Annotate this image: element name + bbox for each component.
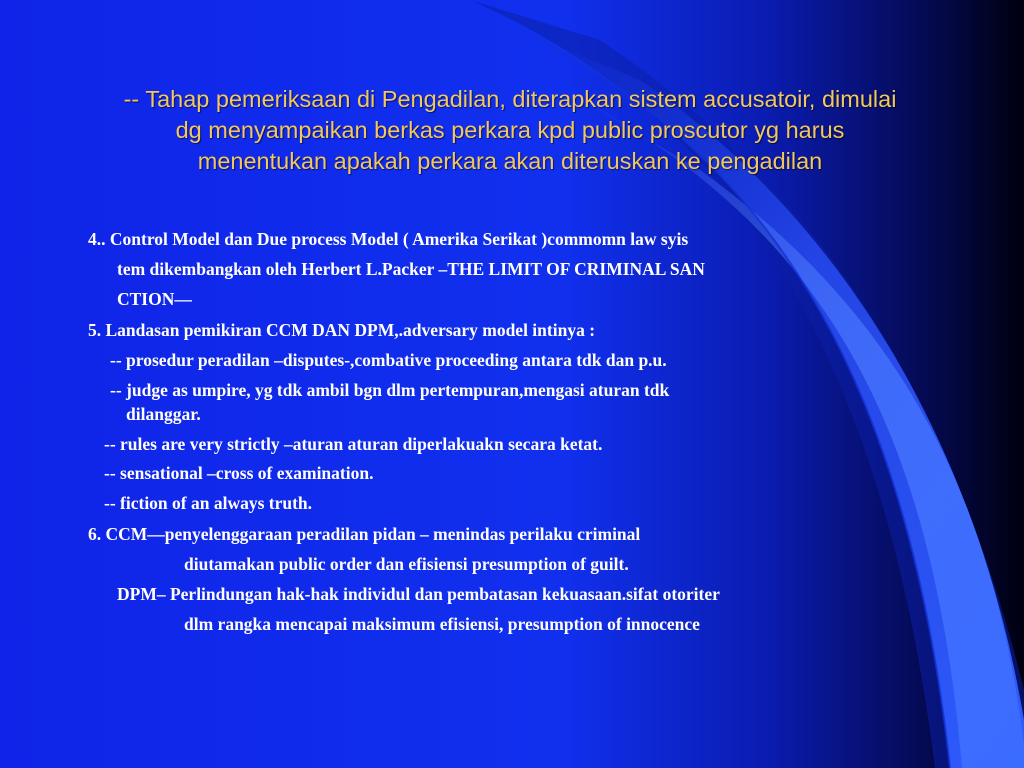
body-line: CTION— bbox=[117, 289, 192, 309]
body-line: -- prosedur peradilan –disputes-,combative proceeding antara tdk dan p.u. bbox=[110, 350, 667, 370]
body-line: tem dikembangkan oleh Herbert L.Packer –THE LIMIT OF CRIMINAL SAN bbox=[117, 259, 705, 279]
body-line: -- fiction of an always truth. bbox=[104, 493, 313, 513]
title-line: menentukan apakah perkara akan diteruskan ke pengadilan bbox=[197, 148, 823, 174]
body-line: dlm rangka mencapai maksimum efisiensi, presumption of innocence bbox=[184, 614, 700, 634]
body-line: dilanggar. bbox=[126, 404, 201, 424]
body-line: DPM– Perlindungan hak-hak individul dan pembatasan kekuasaan.sifat otoriter bbox=[117, 584, 720, 604]
body-line: -- sensational –cross of examination. bbox=[104, 463, 374, 483]
body-line: 6. CCM—penyelenggaraan peradilan pidan – menindas perilaku criminal bbox=[88, 524, 641, 544]
body-line: diutamakan public order dan efisiensi presumption of guilt. bbox=[184, 554, 629, 574]
body-line: 5. Landasan pemikiran CCM DAN DPM,.adversary model intinya : bbox=[88, 320, 596, 340]
body-line: 4.. Control Model dan Due process Model ( Amerika Serikat )commomn law syis bbox=[88, 229, 689, 249]
title-line: -- Tahap pemeriksaan di Pengadilan, diterapkan sistem accusatoir, dimulai bbox=[123, 86, 897, 112]
swoosh-light-band bbox=[565, 90, 1024, 768]
body-line: -- judge as umpire, yg tdk ambil bgn dlm pertempuran,mengasi aturan tdk bbox=[110, 380, 670, 400]
title-line: dg menyampaikan berkas perkara kpd public proscutor yg harus bbox=[175, 117, 845, 143]
slide-title bbox=[70, 84, 950, 177]
body-line: -- rules are very strictly –aturan aturan diperlakuakn secara ketat. bbox=[104, 434, 603, 454]
